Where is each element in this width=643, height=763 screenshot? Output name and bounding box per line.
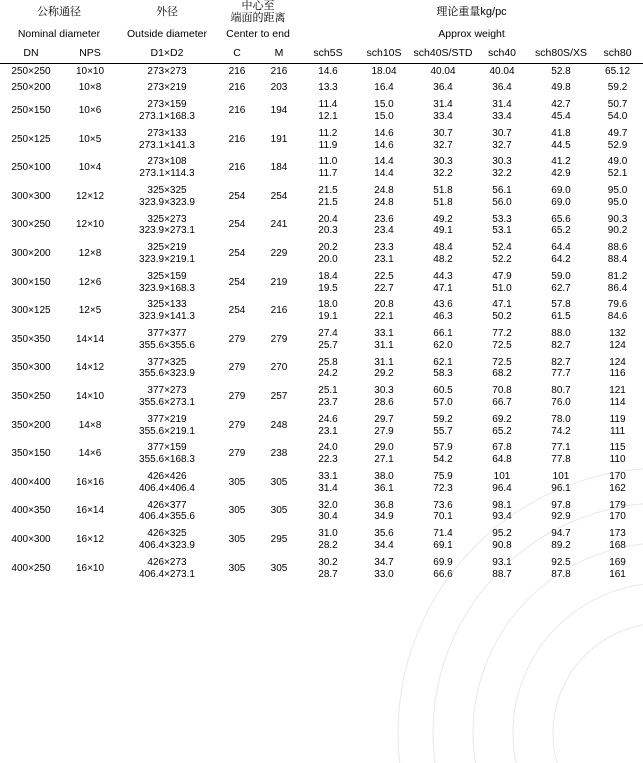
cell-sch80: 90.3 90.2 (592, 211, 643, 240)
cell-c: 216 (216, 125, 258, 154)
cell-sch10s: 22.5 22.7 (356, 268, 412, 297)
cell-d1d2: 325×273 323.9×273.1 (118, 211, 216, 240)
cell-sch40: 47.9 51.0 (474, 268, 530, 297)
cell-sch40s: 71.4 69.1 (412, 526, 474, 555)
cell-sch80: 132 124 (592, 325, 643, 354)
header-center-en: Center to end (226, 27, 290, 40)
cell-sch10s: 23.3 23.1 (356, 240, 412, 269)
cell-sch10s: 38.0 36.1 (356, 468, 412, 497)
cell-sch10s: 29.7 27.9 (356, 411, 412, 440)
cell-c: 254 (216, 297, 258, 326)
column-header-sch40: sch40 (474, 44, 530, 64)
cell-sch80: 124 116 (592, 354, 643, 383)
cell-sch5s: 14.6 (300, 63, 356, 80)
cell-c: 216 (216, 63, 258, 80)
cell-c: 305 (216, 468, 258, 497)
cell-nps: 14×8 (62, 411, 118, 440)
column-header-sch80: sch80 (592, 44, 643, 64)
cell-sch40s: 59.2 55.7 (412, 411, 474, 440)
cell-dn: 400×350 (0, 497, 62, 526)
cell-sch10s: 34.7 33.0 (356, 554, 412, 583)
cell-d1d2: 325×325 323.9×323.9 (118, 183, 216, 212)
cell-sch80: 49.7 52.9 (592, 125, 643, 154)
cell-sch80s: 77.1 77.8 (530, 440, 592, 469)
table-row (0, 325, 643, 354)
cell-sch5s: 31.0 28.2 (300, 526, 356, 555)
cell-sch80: 49.0 52.1 (592, 154, 643, 183)
cell-sch80: 88.6 88.4 (592, 240, 643, 269)
cell-sch40s: 43.6 46.3 (412, 297, 474, 326)
cell-m: 194 (258, 97, 300, 126)
cell-d1d2: 426×426 406.4×406.4 (118, 468, 216, 497)
cell-d1d2: 426×325 406.4×323.9 (118, 526, 216, 555)
cell-sch5s: 27.4 25.7 (300, 325, 356, 354)
cell-d1d2: 325×159 323.9×168.3 (118, 268, 216, 297)
cell-sch80: 173 168 (592, 526, 643, 555)
cell-d1d2: 377×219 355.6×219.1 (118, 411, 216, 440)
cell-sch40s: 36.4 (412, 80, 474, 97)
table-row (0, 354, 643, 383)
cell-sch40s: 62.1 58.3 (412, 354, 474, 383)
cell-sch80s: 41.2 42.9 (530, 154, 592, 183)
table-row (0, 63, 643, 80)
cell-sch40: 30.3 32.2 (474, 154, 530, 183)
table-body (0, 63, 643, 583)
cell-sch80: 65.12 (592, 63, 643, 80)
table-row (0, 154, 643, 183)
cell-sch5s: 32.0 30.4 (300, 497, 356, 526)
cell-c: 279 (216, 411, 258, 440)
cell-sch10s: 14.4 14.4 (356, 154, 412, 183)
cell-sch40s: 30.7 32.7 (412, 125, 474, 154)
cell-sch10s: 31.1 29.2 (356, 354, 412, 383)
cell-sch5s: 11.0 11.7 (300, 154, 356, 183)
cell-d1d2: 273×108 273.1×114.3 (118, 154, 216, 183)
cell-dn: 400×300 (0, 526, 62, 555)
cell-nps: 14×10 (62, 383, 118, 412)
column-header-dn: DN (0, 44, 62, 64)
cell-c: 279 (216, 440, 258, 469)
cell-dn: 350×350 (0, 325, 62, 354)
cell-sch40: 30.7 32.7 (474, 125, 530, 154)
cell-sch80s: 101 96.1 (530, 468, 592, 497)
cell-dn: 350×250 (0, 383, 62, 412)
cell-c: 279 (216, 354, 258, 383)
cell-nps: 14×12 (62, 354, 118, 383)
header-center-cn-line2: 端面的距离 (230, 12, 286, 25)
cell-sch5s: 30.2 28.7 (300, 554, 356, 583)
table-row (0, 440, 643, 469)
cell-dn: 250×200 (0, 80, 62, 97)
cell-d1d2: 377×325 355.6×323.9 (118, 354, 216, 383)
cell-sch5s: 11.2 11.9 (300, 125, 356, 154)
column-header-nps: NPS (62, 44, 118, 64)
cell-c: 254 (216, 183, 258, 212)
cell-m: 238 (258, 440, 300, 469)
cell-sch10s: 23.6 23.4 (356, 211, 412, 240)
cell-nps: 16×16 (62, 468, 118, 497)
cell-d1d2: 273×133 273.1×141.3 (118, 125, 216, 154)
cell-sch10s: 16.4 (356, 80, 412, 97)
cell-m: 191 (258, 125, 300, 154)
cell-sch80s: 78.0 74.2 (530, 411, 592, 440)
cell-sch80s: 69.0 69.0 (530, 183, 592, 212)
cell-dn: 350×200 (0, 411, 62, 440)
cell-d1d2: 426×273 406.4×273.1 (118, 554, 216, 583)
cell-c: 279 (216, 383, 258, 412)
cell-sch40s: 31.4 33.4 (412, 97, 474, 126)
cell-sch40: 40.04 (474, 63, 530, 80)
cell-sch5s: 13.3 (300, 80, 356, 97)
cell-sch10s: 20.8 22.1 (356, 297, 412, 326)
cell-sch40: 98.1 93.4 (474, 497, 530, 526)
header-outside-en: Outside diameter (127, 27, 207, 40)
cell-sch40s: 60.5 57.0 (412, 383, 474, 412)
cell-sch10s: 33.1 31.1 (356, 325, 412, 354)
cell-sch40: 56.1 56.0 (474, 183, 530, 212)
cell-m: 279 (258, 325, 300, 354)
cell-sch40: 95.2 90.8 (474, 526, 530, 555)
cell-sch40s: 73.6 70.1 (412, 497, 474, 526)
cell-sch80: 95.0 95.0 (592, 183, 643, 212)
table-row (0, 526, 643, 555)
cell-sch5s: 25.8 24.2 (300, 354, 356, 383)
cell-sch5s: 11.4 12.1 (300, 97, 356, 126)
cell-d1d2: 377×273 355.6×273.1 (118, 383, 216, 412)
cell-sch40: 69.2 65.2 (474, 411, 530, 440)
table-row (0, 97, 643, 126)
cell-nps: 14×6 (62, 440, 118, 469)
cell-m: 254 (258, 183, 300, 212)
cell-sch40: 52.4 52.2 (474, 240, 530, 269)
cell-m: 241 (258, 211, 300, 240)
cell-dn: 250×150 (0, 97, 62, 126)
cell-sch80: 115 110 (592, 440, 643, 469)
cell-c: 254 (216, 268, 258, 297)
cell-sch40: 72.5 68.2 (474, 354, 530, 383)
cell-dn: 350×300 (0, 354, 62, 383)
cell-m: 305 (258, 554, 300, 583)
table-row (0, 80, 643, 97)
column-header-m: M (258, 44, 300, 64)
cell-nps: 12×6 (62, 268, 118, 297)
cell-sch5s: 24.6 23.1 (300, 411, 356, 440)
header-center-cn (216, 0, 300, 25)
header-center-cn-line1: 中心至 (241, 0, 275, 12)
cell-sch5s: 20.2 20.0 (300, 240, 356, 269)
cell-sch80: 179 170 (592, 497, 643, 526)
cell-sch80s: 80.7 76.0 (530, 383, 592, 412)
cell-sch5s: 21.5 21.5 (300, 183, 356, 212)
cell-d1d2: 377×377 355.6×355.6 (118, 325, 216, 354)
cell-sch40: 67.8 64.8 (474, 440, 530, 469)
cell-nps: 10×10 (62, 63, 118, 80)
cell-sch80: 169 161 (592, 554, 643, 583)
cell-sch80: 50.7 54.0 (592, 97, 643, 126)
table-row (0, 240, 643, 269)
cell-m: 216 (258, 297, 300, 326)
cell-sch40: 77.2 72.5 (474, 325, 530, 354)
cell-dn: 300×250 (0, 211, 62, 240)
cell-sch10s: 18.04 (356, 63, 412, 80)
cell-m: 248 (258, 411, 300, 440)
cell-sch40s: 69.9 66.6 (412, 554, 474, 583)
cell-sch40s: 48.4 48.2 (412, 240, 474, 269)
table-row (0, 383, 643, 412)
header-row-chinese (0, 0, 643, 25)
header-nominal-en: Nominal diameter (17, 27, 101, 40)
cell-nps: 16×12 (62, 526, 118, 555)
cell-m: 203 (258, 80, 300, 97)
cell-c: 254 (216, 240, 258, 269)
cell-sch5s: 18.0 19.1 (300, 297, 356, 326)
cell-nps: 10×6 (62, 97, 118, 126)
cell-nps: 12×10 (62, 211, 118, 240)
cell-c: 216 (216, 97, 258, 126)
cell-dn: 350×150 (0, 440, 62, 469)
cell-m: 305 (258, 497, 300, 526)
cell-d1d2: 377×159 355.6×168.3 (118, 440, 216, 469)
cell-d1d2: 273×219 (118, 80, 216, 97)
header-outside-cn: 外径 (156, 5, 178, 18)
cell-sch80: 59.2 (592, 80, 643, 97)
header-weight-en: Approx weight (438, 27, 505, 40)
cell-nps: 16×14 (62, 497, 118, 526)
cell-d1d2: 325×133 323.9×141.3 (118, 297, 216, 326)
cell-sch80: 81.2 86.4 (592, 268, 643, 297)
table-row (0, 411, 643, 440)
cell-sch5s: 20.4 20.3 (300, 211, 356, 240)
header-row-english (0, 25, 643, 44)
cell-sch40: 31.4 33.4 (474, 97, 530, 126)
table-row (0, 183, 643, 212)
table-row (0, 554, 643, 583)
cell-c: 305 (216, 554, 258, 583)
cell-sch10s: 29.0 27.1 (356, 440, 412, 469)
table-row (0, 297, 643, 326)
table-header (0, 0, 643, 63)
cell-sch80s: 94.7 89.2 (530, 526, 592, 555)
header-nominal-cn: 公称通径 (37, 5, 81, 18)
cell-sch40: 93.1 88.7 (474, 554, 530, 583)
cell-nps: 16×10 (62, 554, 118, 583)
cell-dn: 400×250 (0, 554, 62, 583)
table-row (0, 211, 643, 240)
column-header-sch5s: sch5S (300, 44, 356, 64)
cell-sch40s: 44.3 47.1 (412, 268, 474, 297)
cell-dn: 300×300 (0, 183, 62, 212)
cell-d1d2: 273×159 273.1×168.3 (118, 97, 216, 126)
cell-sch80s: 42.7 45.4 (530, 97, 592, 126)
cell-dn: 300×150 (0, 268, 62, 297)
cell-sch40s: 49.2 49.1 (412, 211, 474, 240)
cell-sch40: 70.8 66.7 (474, 383, 530, 412)
cell-sch80s: 92.5 87.8 (530, 554, 592, 583)
table-row (0, 268, 643, 297)
cell-sch40s: 75.9 72.3 (412, 468, 474, 497)
cell-m: 257 (258, 383, 300, 412)
cell-sch80s: 52.8 (530, 63, 592, 80)
header-weight-cn: 理论重量kg/pc (436, 5, 507, 18)
cell-sch40s: 40.04 (412, 63, 474, 80)
cell-sch80s: 65.6 65.2 (530, 211, 592, 240)
cell-sch80: 121 114 (592, 383, 643, 412)
cell-sch80s: 82.7 77.7 (530, 354, 592, 383)
cell-sch40s: 66.1 62.0 (412, 325, 474, 354)
cell-nps: 12×12 (62, 183, 118, 212)
table-row (0, 125, 643, 154)
cell-c: 254 (216, 211, 258, 240)
column-header-sch10s: sch10S (356, 44, 412, 64)
cell-nps: 12×8 (62, 240, 118, 269)
cell-sch5s: 24.0 22.3 (300, 440, 356, 469)
cell-c: 305 (216, 526, 258, 555)
cell-sch80s: 97.8 92.9 (530, 497, 592, 526)
cell-sch80s: 64.4 64.2 (530, 240, 592, 269)
cell-dn: 300×125 (0, 297, 62, 326)
cell-m: 184 (258, 154, 300, 183)
cell-d1d2: 273×273 (118, 63, 216, 80)
cell-sch80s: 59.0 62.7 (530, 268, 592, 297)
column-header-d1d2: D1×D2 (118, 44, 216, 64)
cell-nps: 12×5 (62, 297, 118, 326)
cell-sch40s: 30.3 32.2 (412, 154, 474, 183)
cell-nps: 14×14 (62, 325, 118, 354)
cell-sch10s: 14.6 14.6 (356, 125, 412, 154)
cell-m: 229 (258, 240, 300, 269)
cell-c: 216 (216, 80, 258, 97)
column-header-c: C (216, 44, 258, 64)
cell-sch40s: 57.9 54.2 (412, 440, 474, 469)
cell-dn: 400×400 (0, 468, 62, 497)
cell-sch40: 36.4 (474, 80, 530, 97)
cell-sch40: 101 96.4 (474, 468, 530, 497)
cell-sch80s: 41.8 44.5 (530, 125, 592, 154)
cell-dn: 250×100 (0, 154, 62, 183)
cell-dn: 250×125 (0, 125, 62, 154)
cell-sch80s: 49.8 (530, 80, 592, 97)
cell-m: 216 (258, 63, 300, 80)
cell-c: 305 (216, 497, 258, 526)
cell-sch5s: 18.4 19.5 (300, 268, 356, 297)
cell-sch80: 170 162 (592, 468, 643, 497)
table-row (0, 497, 643, 526)
column-header-sch40s: sch40S/STD (412, 44, 474, 64)
cell-d1d2: 426×377 406.4×355.6 (118, 497, 216, 526)
cell-c: 279 (216, 325, 258, 354)
cell-nps: 10×8 (62, 80, 118, 97)
cell-c: 216 (216, 154, 258, 183)
cell-sch80: 119 111 (592, 411, 643, 440)
cell-sch10s: 30.3 28.6 (356, 383, 412, 412)
table-row (0, 468, 643, 497)
cell-sch40: 53.3 53.1 (474, 211, 530, 240)
cell-sch80: 79.6 84.6 (592, 297, 643, 326)
cell-d1d2: 325×219 323.9×219.1 (118, 240, 216, 269)
cell-sch10s: 35.6 34.4 (356, 526, 412, 555)
cell-dn: 250×250 (0, 63, 62, 80)
cell-sch40: 47.1 50.2 (474, 297, 530, 326)
cell-sch5s: 25.1 23.7 (300, 383, 356, 412)
cell-sch5s: 33.1 31.4 (300, 468, 356, 497)
cell-nps: 10×4 (62, 154, 118, 183)
cell-m: 270 (258, 354, 300, 383)
cell-sch40s: 51.8 51.8 (412, 183, 474, 212)
cell-sch10s: 24.8 24.8 (356, 183, 412, 212)
cell-sch80s: 88.0 82.7 (530, 325, 592, 354)
cell-m: 295 (258, 526, 300, 555)
cell-nps: 10×5 (62, 125, 118, 154)
cell-sch10s: 15.0 15.0 (356, 97, 412, 126)
cell-dn: 300×200 (0, 240, 62, 269)
column-header-sch80s: sch80S/XS (530, 44, 592, 64)
cell-m: 305 (258, 468, 300, 497)
cell-sch10s: 36.8 34.9 (356, 497, 412, 526)
cell-sch80s: 57.8 61.5 (530, 297, 592, 326)
header-row-columns (0, 44, 643, 64)
cell-m: 219 (258, 268, 300, 297)
